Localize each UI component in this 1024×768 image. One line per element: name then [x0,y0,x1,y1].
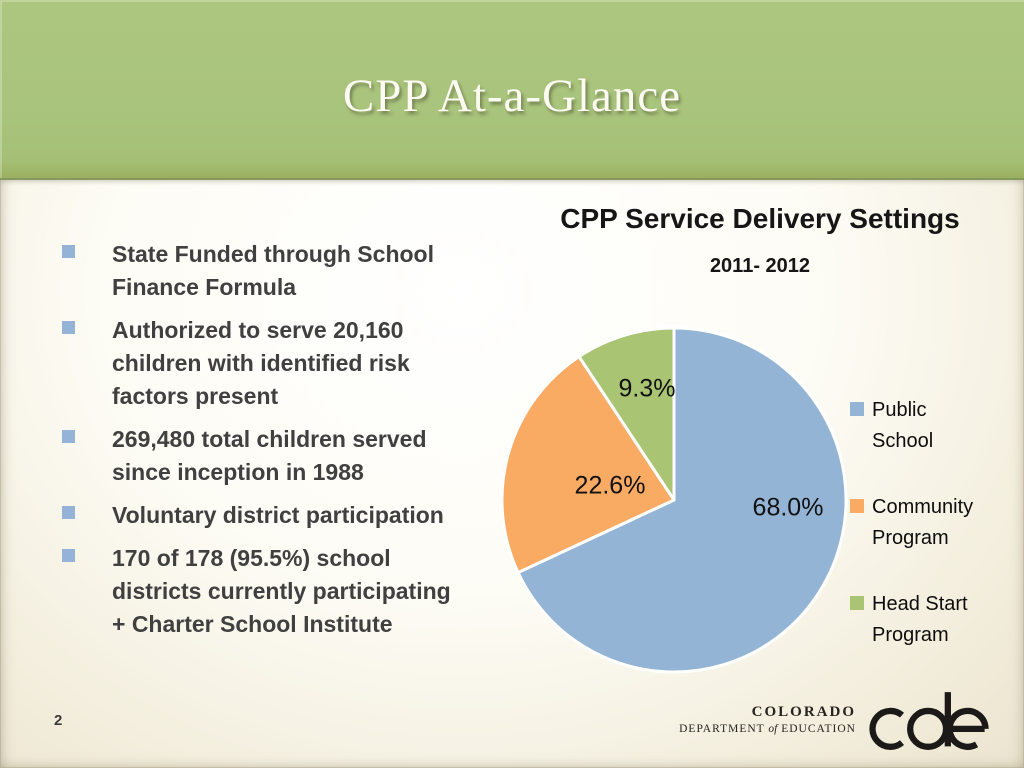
chart-legend [850,395,990,651]
bullet-text: 170 of 178 (95.5%) school districts currently participating + Charter School Institute [112,545,451,637]
logo-department-text: DEPARTMENT of EDUCATION [679,722,856,735]
legend-item [850,492,990,554]
pie-label-community-program: 22.6% [574,471,646,500]
bullet-item [55,314,485,413]
bullet-square-icon [62,321,75,334]
cde-mark-icon [868,688,990,750]
legend-label: Community Program [872,496,974,549]
chart-subtitle: 2011- 2012 [709,255,811,277]
page-number: 2 [54,712,63,729]
bullet-text: State Funded through School Finance Formula [112,241,434,300]
legend-color-swatch [850,596,864,610]
cde-logo [679,688,990,750]
slide-title: CPP At-a-Glance [342,70,682,122]
bullet-square-icon [62,245,75,258]
bullet-text: Authorized to serve 20,160 children with identified risk factors present [112,317,410,409]
bullet-text: Voluntary district participation [112,502,444,528]
legend-label: Head Start Program [872,593,968,646]
pie-chart-block [490,195,1024,695]
bullet-square-icon [62,430,75,443]
legend-item [850,395,990,457]
bullet-item [55,499,485,532]
bullet-square-icon [62,506,75,519]
bullet-item [55,542,485,641]
bullet-item [55,423,485,489]
bullet-text: 269,480 total children served since inception in 1988 [112,426,427,485]
pie-label-public-school: 68.0% [752,493,824,522]
pie-label-head-start: 9.3% [618,374,676,403]
bullet-list [55,238,485,651]
legend-color-swatch [850,402,864,416]
logo-colorado-text: COLORADO [751,703,856,720]
bullet-item [55,238,485,304]
legend-item [850,589,990,651]
legend-label: Public School [872,399,934,452]
title-banner [0,0,1024,180]
logo-text [679,704,856,735]
chart-title: CPP Service Delivery Settings [560,203,960,234]
bullet-square-icon [62,549,75,562]
legend-color-swatch [850,499,864,513]
